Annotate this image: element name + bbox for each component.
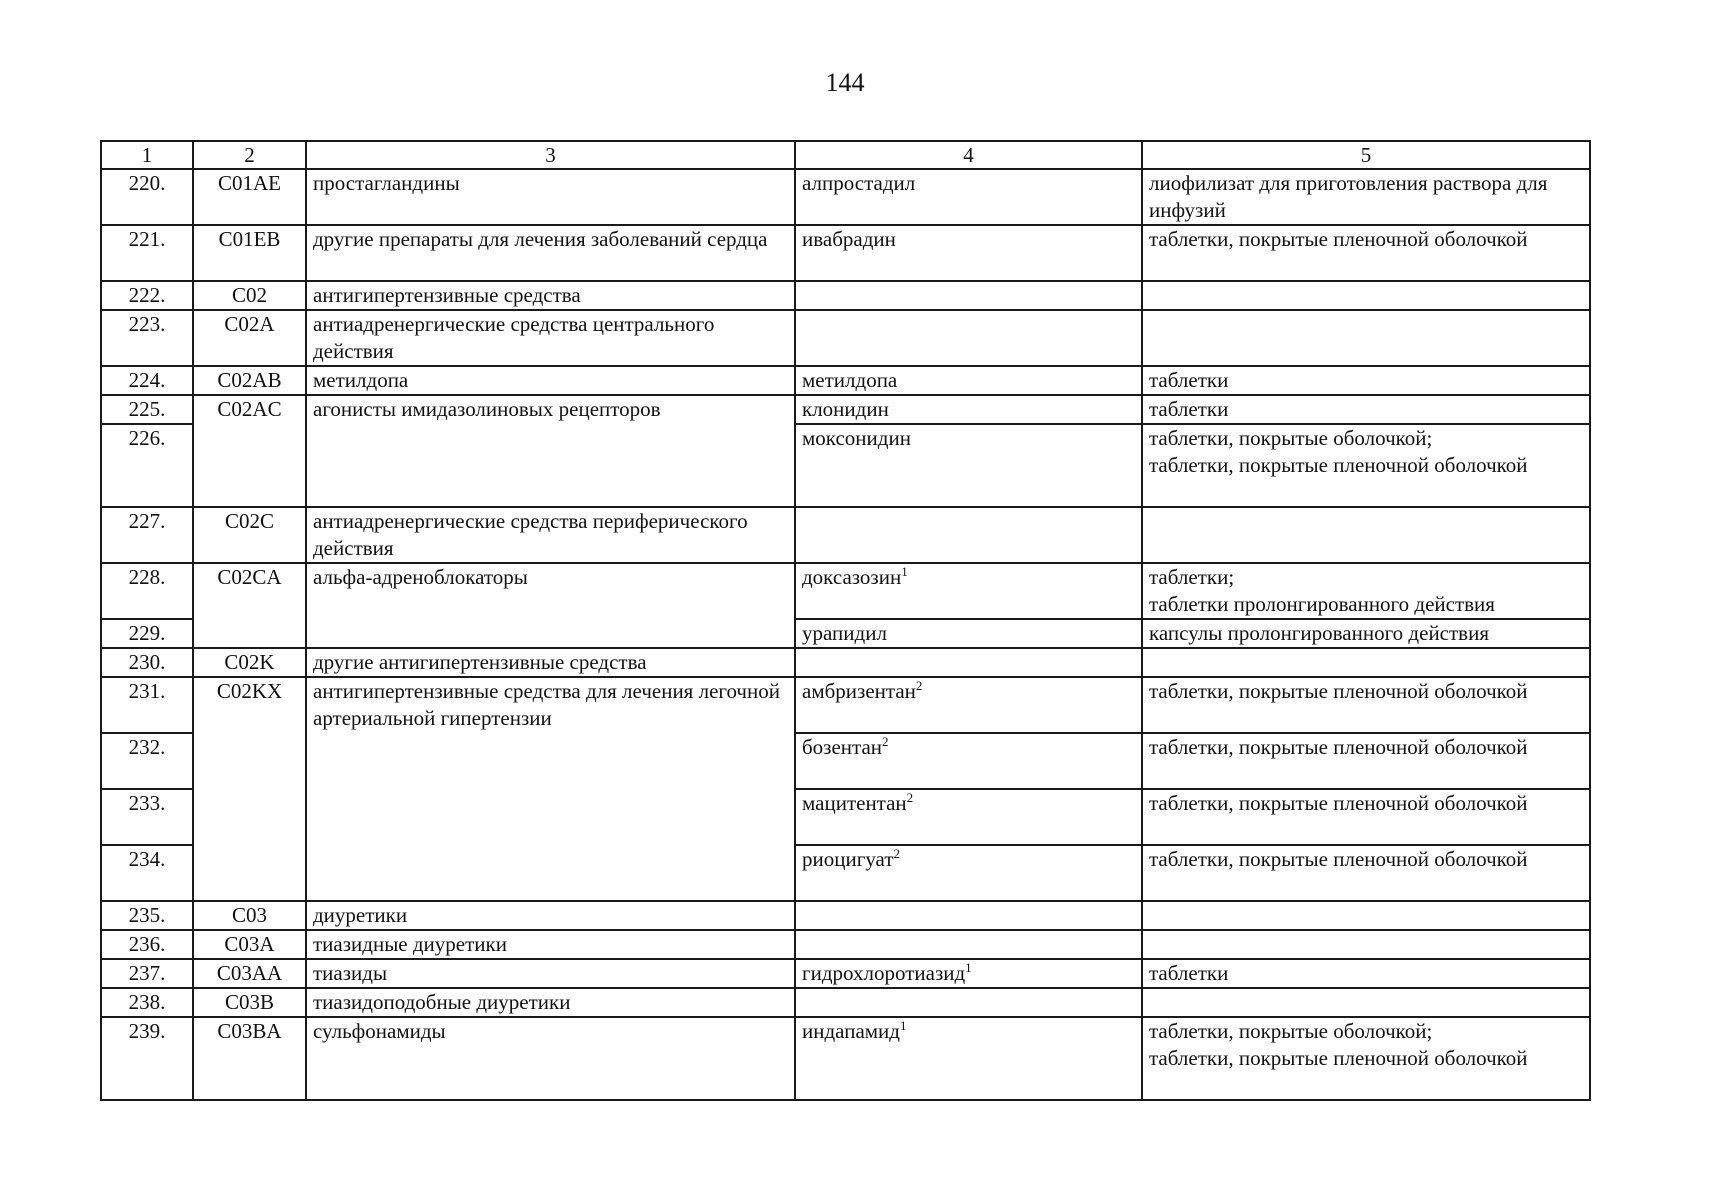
group-name: другие антигипертензивные средства — [306, 648, 795, 677]
row-number: 238. — [101, 988, 193, 1017]
row-number: 222. — [101, 281, 193, 310]
dosage-form — [1142, 1017, 1590, 1100]
drug-name — [795, 677, 1142, 733]
table-row — [101, 169, 1590, 225]
drug-name — [795, 366, 1142, 395]
drug-name — [795, 507, 1142, 563]
footnote-marker: 1 — [901, 564, 908, 579]
table-row — [101, 507, 1590, 563]
group-name: диуретики — [306, 901, 795, 930]
column-header: 3 — [306, 141, 795, 169]
dosage-form — [1142, 169, 1590, 225]
row-number: 225. — [101, 395, 193, 424]
column-header: 2 — [193, 141, 306, 169]
dosage-form-line: таблетки — [1149, 961, 1229, 985]
row-number: 228. — [101, 563, 193, 619]
column-header: 4 — [795, 141, 1142, 169]
drug-name-text: амбризентан — [802, 679, 916, 703]
drug-name — [795, 901, 1142, 930]
footnote-marker: 2 — [893, 846, 901, 861]
row-number: 231. — [101, 677, 193, 733]
drug-name-text: индапамид — [802, 1019, 900, 1043]
table-row — [101, 988, 1590, 1017]
atc-code: C02A — [193, 310, 306, 366]
drug-name-text: риоцигуат — [802, 847, 894, 871]
drug-name-text: ивабрадин — [802, 227, 896, 251]
table-row — [101, 225, 1590, 281]
group-name: агонисты имидазолиновых рецепторов — [306, 395, 795, 507]
atc-code: C02KX — [193, 677, 306, 901]
dosage-form — [1142, 677, 1590, 733]
row-number: 239. — [101, 1017, 193, 1100]
table-row — [101, 648, 1590, 677]
drug-name — [795, 169, 1142, 225]
group-name: простагландины — [306, 169, 795, 225]
dosage-form — [1142, 507, 1590, 563]
drug-name-text: моксонидин — [802, 426, 911, 450]
row-number: 221. — [101, 225, 193, 281]
drug-name — [795, 1017, 1142, 1100]
group-name: антиадренергические средства центрального действия — [306, 310, 795, 366]
table-row — [101, 310, 1590, 366]
dosage-form — [1142, 395, 1590, 424]
drug-name-text: доксазозин — [802, 565, 902, 589]
drug-name — [795, 789, 1142, 845]
dosage-form — [1142, 959, 1590, 988]
dosage-form-line: таблетки; — [1149, 565, 1235, 589]
row-number: 230. — [101, 648, 193, 677]
footnote-marker: 1 — [899, 1018, 907, 1033]
atc-code: C02AB — [193, 366, 306, 395]
group-name: метилдопа — [306, 366, 795, 395]
group-name: антиадренергические средства периферического действия — [306, 507, 795, 563]
row-number: 237. — [101, 959, 193, 988]
table-row — [101, 395, 1590, 424]
dosage-form-line: таблетки, покрытые оболочкой; — [1149, 426, 1433, 450]
drug-name — [795, 845, 1142, 901]
row-number: 235. — [101, 901, 193, 930]
column-header: 5 — [1142, 141, 1590, 169]
group-name: антигипертензивные средства для лечения легочной артериальной гипертензии — [306, 677, 795, 901]
page-number: 144 — [825, 68, 865, 97]
row-number: 234. — [101, 845, 193, 901]
drug-name — [795, 619, 1142, 648]
atc-code: C02K — [193, 648, 306, 677]
footnote-marker: 2 — [882, 734, 889, 749]
dosage-form — [1142, 648, 1590, 677]
dosage-form — [1142, 424, 1590, 507]
dosage-form — [1142, 366, 1590, 395]
row-number: 229. — [101, 619, 193, 648]
atc-code: C03BA — [193, 1017, 306, 1100]
drug-name-text: метилдопа — [802, 368, 898, 392]
dosage-form — [1142, 281, 1590, 310]
drug-name — [795, 395, 1142, 424]
dosage-form-line: таблетки, покрытые пленочной оболочкой — [1149, 791, 1528, 815]
dosage-form — [1142, 901, 1590, 930]
drug-name — [795, 281, 1142, 310]
row-number: 232. — [101, 733, 193, 789]
row-number: 227. — [101, 507, 193, 563]
drug-name — [795, 648, 1142, 677]
drug-name — [795, 563, 1142, 619]
drug-name — [795, 959, 1142, 988]
drug-name-text: алпростадил — [802, 171, 916, 195]
drug-name — [795, 225, 1142, 281]
table-row — [101, 563, 1590, 619]
dosage-form-line: лиофилизат для приготовления раствора для инфузий — [1149, 171, 1548, 222]
row-number: 223. — [101, 310, 193, 366]
atc-code: C02C — [193, 507, 306, 563]
group-name: другие препараты для лечения заболеваний сердца — [306, 225, 795, 281]
row-number: 233. — [101, 789, 193, 845]
drug-name — [795, 733, 1142, 789]
dosage-form — [1142, 930, 1590, 959]
dosage-form-line: таблетки, покрытые пленочной оболочкой — [1149, 1046, 1528, 1070]
dosage-form-line: таблетки, покрытые пленочной оболочкой — [1149, 453, 1528, 477]
dosage-form — [1142, 225, 1590, 281]
drug-name — [795, 988, 1142, 1017]
drug-name-text: урапидил — [802, 621, 887, 645]
atc-code: C03AA — [193, 959, 306, 988]
atc-code: C02 — [193, 281, 306, 310]
atc-code: C03 — [193, 901, 306, 930]
drug-name-text: бозентан — [802, 735, 883, 759]
drug-name-text: гидрохлоротиазид — [802, 961, 966, 985]
column-header: 1 — [101, 141, 193, 169]
atc-code: C01EB — [193, 225, 306, 281]
group-name: тиазиды — [306, 959, 795, 988]
group-name: тиазидные диуретики — [306, 930, 795, 959]
header-row — [101, 141, 1590, 169]
drug-table — [100, 140, 1591, 1101]
dosage-form-line: таблетки — [1149, 397, 1229, 421]
dosage-form — [1142, 988, 1590, 1017]
footnote-marker: 1 — [965, 960, 972, 975]
atc-code: C03B — [193, 988, 306, 1017]
row-number: 220. — [101, 169, 193, 225]
atc-code: C02AC — [193, 395, 306, 507]
drug-name-text: мацитентан — [802, 791, 907, 815]
table-row — [101, 366, 1590, 395]
table-row — [101, 959, 1590, 988]
dosage-form-line: таблетки, покрытые пленочной оболочкой — [1149, 735, 1528, 759]
dosage-form-line: таблетки, покрытые пленочной оболочкой — [1149, 847, 1528, 871]
group-name: антигипертензивные средства — [306, 281, 795, 310]
dosage-form — [1142, 733, 1590, 789]
dosage-form-line: капсулы пролонгированного действия — [1149, 621, 1489, 645]
drug-name — [795, 310, 1142, 366]
dosage-form — [1142, 619, 1590, 648]
atc-code: C03A — [193, 930, 306, 959]
dosage-form — [1142, 845, 1590, 901]
table-row — [101, 901, 1590, 930]
table-row — [101, 1017, 1590, 1100]
group-name: тиазидоподобные диуретики — [306, 988, 795, 1017]
group-name: альфа-адреноблокаторы — [306, 563, 795, 648]
dosage-form-line: таблетки, покрытые пленочной оболочкой — [1149, 227, 1528, 251]
table-row — [101, 281, 1590, 310]
row-number: 236. — [101, 930, 193, 959]
table-row — [101, 677, 1590, 733]
group-name: сульфонамиды — [306, 1017, 795, 1100]
atc-code: C02CA — [193, 563, 306, 648]
dosage-form-line: таблетки — [1149, 368, 1229, 392]
dosage-form — [1142, 310, 1590, 366]
dosage-form-line: таблетки пролонгированного действия — [1149, 592, 1495, 616]
table-row — [101, 930, 1590, 959]
dosage-form — [1142, 789, 1590, 845]
drug-name — [795, 424, 1142, 507]
footnote-marker: 2 — [906, 790, 914, 805]
dosage-form — [1142, 563, 1590, 619]
dosage-form-line: таблетки, покрытые пленочной оболочкой — [1149, 679, 1528, 703]
drug-name-text: клонидин — [802, 397, 889, 421]
footnote-marker: 2 — [915, 678, 923, 693]
row-number: 226. — [101, 424, 193, 507]
row-number: 224. — [101, 366, 193, 395]
drug-name — [795, 930, 1142, 959]
atc-code: C01AE — [193, 169, 306, 225]
dosage-form-line: таблетки, покрытые оболочкой; — [1149, 1019, 1433, 1043]
